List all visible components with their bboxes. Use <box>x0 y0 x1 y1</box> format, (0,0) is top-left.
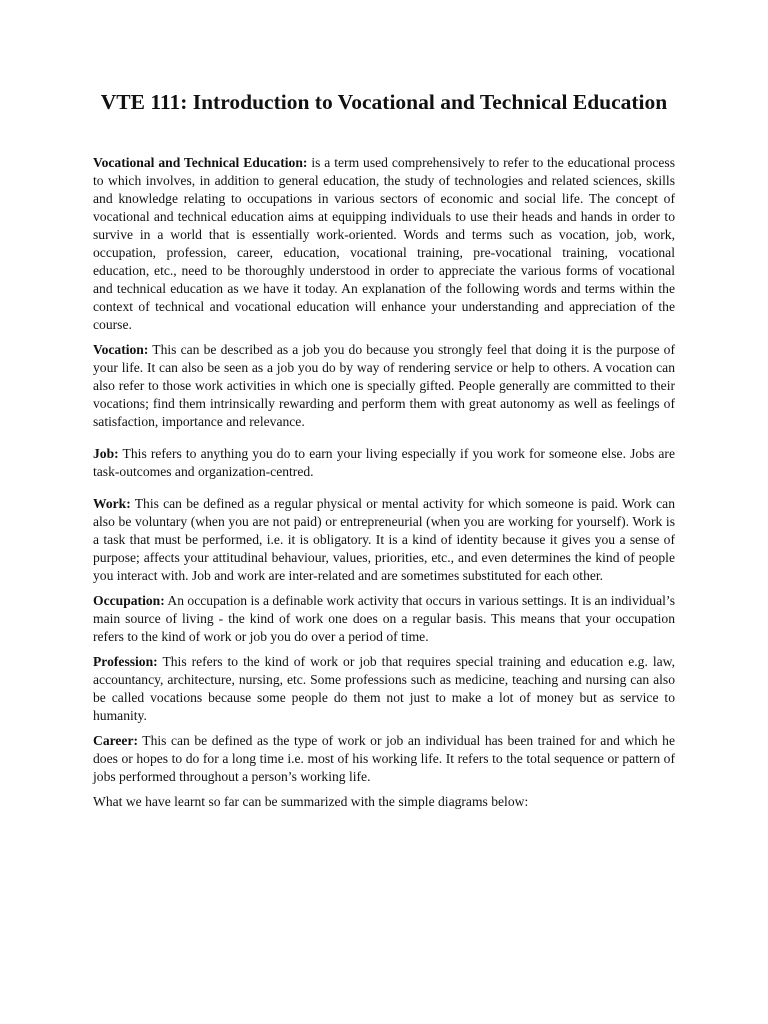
paragraph-job <box>93 445 675 481</box>
term-occupation: Occupation: <box>93 593 165 608</box>
definition-job: This refers to anything you do to earn your living especially if you work for someone else. Jobs are task-outcomes and organization-centred. <box>93 446 675 479</box>
paragraph-career <box>93 732 675 786</box>
term-vocational-technical-education: Vocational and Technical Education: <box>93 155 308 170</box>
term-vocation: Vocation: <box>93 342 149 357</box>
paragraph-occupation <box>93 592 675 646</box>
paragraph-vocational-technical-education <box>93 154 675 334</box>
term-profession: Profession: <box>93 654 158 669</box>
definition-profession: This refers to the kind of work or job that requires special training and education e.g. law, accountancy, architecture, nursing, etc. Some professions such as medicine, teaching and nursing can also be called vocations because some people do them not just to make a lot of money but as service to humanity. <box>93 654 675 723</box>
definition-vocational-technical-education: is a term used comprehensively to refer to the educational process to which involves, in addition to general education, the study of technologies and related sciences, skills and knowledge relating to occupations in various sectors of economic and social life. The concept of vocational and technical education aims at equipping individuals to use their heads and hands in order to survive in a world that is essentially work-oriented. Words and terms such as vocation, job, work, occupation, profession, career, education, vocational training, pre-vocational training, vocational education, etc., need to be thoroughly understood in order to appreciate the various forms of vocational and technical education as we have it today. An explanation of the following words and terms within the context of technical and vocational education will enhance your understanding and appreciation of the course. <box>93 155 675 332</box>
paragraph-profession <box>93 653 675 725</box>
term-job: Job: <box>93 446 119 461</box>
definition-career: This can be defined as the type of work or job an individual has been trained for and which he does or hopes to do for a long time i.e. most of his working life. It refers to the total sequence or pattern of jobs performed throughout a person’s working life. <box>93 733 675 784</box>
paragraph-vocation <box>93 341 675 431</box>
term-work: Work: <box>93 496 131 511</box>
definition-occupation: An occupation is a definable work activity that occurs in various settings. It is an individual’s main source of living - the kind of work one does on a regular basis. This means that your occupation refers to the kind of work or job you do over a period of time. <box>93 593 675 644</box>
paragraph-work <box>93 495 675 585</box>
definition-work: This can be defined as a regular physical or mental activity for which someone is paid. Work can also be voluntary (when you are not paid) or entrepreneurial (when you are working for yourself). Work is a task that must be performed, i.e. it is obligatory. It is a kind of identity because it gives you a sense of purpose; affects your attitudinal behaviour, values, priorities, etc., and even determines the kind of people you interact with. Job and work are inter-related and are sometimes substituted for each other. <box>93 496 675 583</box>
closing-sentence: What we have learnt so far can be summarized with the simple diagrams below: <box>93 794 529 809</box>
document-title: VTE 111: Introduction to Vocational and Technical Education <box>100 90 668 114</box>
definition-vocation: This can be described as a job you do because you strongly feel that doing it is the purpose of your life. It can also be seen as a job you do by way of rendering service or help to others. A vocation can also refer to those work activities in which one is specially gifted. People generally are committed to their vocations; find them intrinsically rewarding and perform them with great autonomy as well as feelings of satisfaction, importance and relevance. <box>93 342 675 429</box>
term-career: Career: <box>93 733 139 748</box>
